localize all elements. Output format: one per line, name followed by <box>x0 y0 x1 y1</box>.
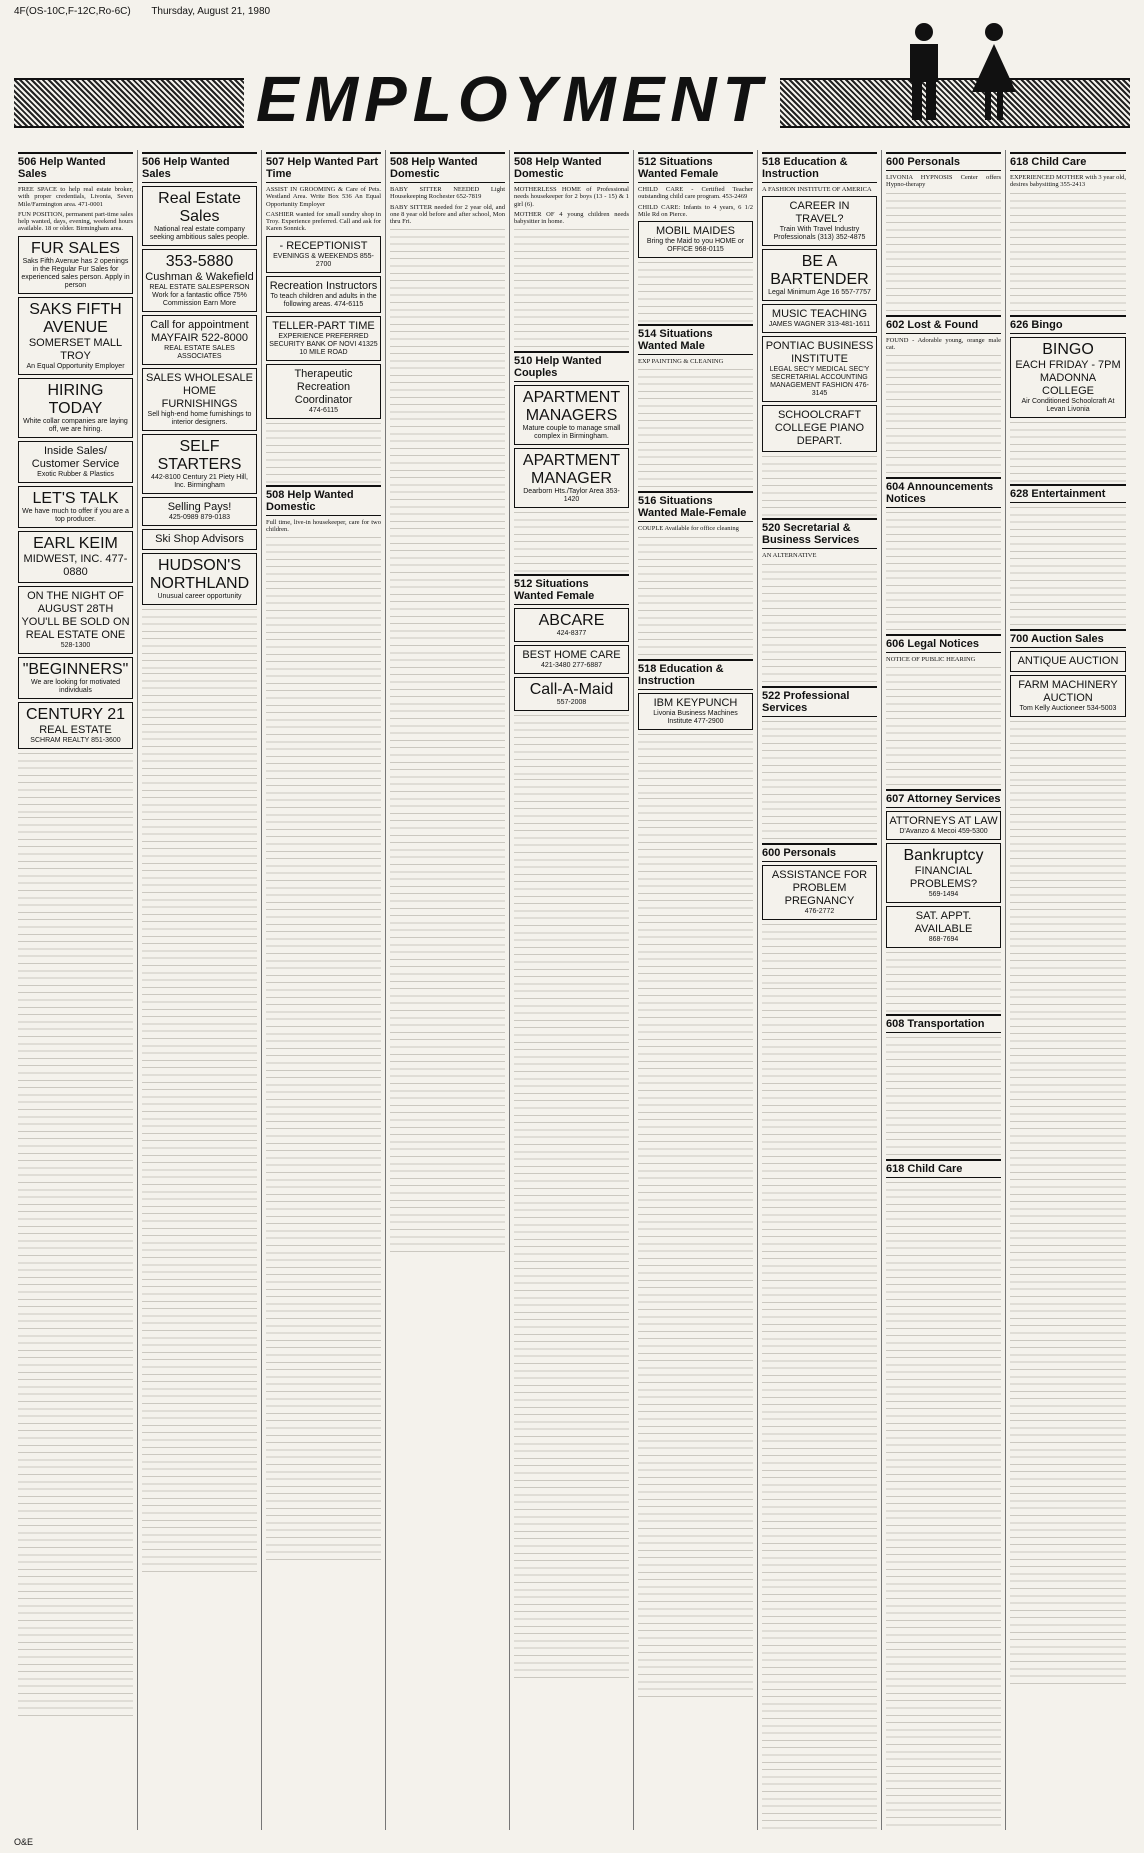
section-heading: 508 Help Wanted Domestic <box>266 485 381 516</box>
fine-print-lines <box>886 193 1001 313</box>
display-ad-small-text: 476-2772 <box>804 907 835 915</box>
section-banner <box>14 22 1130 135</box>
display-ad <box>1010 675 1126 717</box>
section-heading: 602 Lost & Found <box>886 315 1001 334</box>
classified-column <box>262 150 386 1830</box>
display-ad-med-text: FARM MACHINERY AUCTION <box>1018 678 1118 704</box>
section-heading: 600 Personals <box>886 152 1001 171</box>
display-ad-small-text: 557-2008 <box>556 699 587 707</box>
classified-column <box>510 150 634 1830</box>
display-ad-small-text: National real estate company seeking ambitious sales people. <box>149 226 250 241</box>
fine-print-lines <box>638 262 753 322</box>
fine-print-lines <box>18 817 133 1717</box>
fine-print-lines <box>514 715 629 775</box>
classified-ad: Full time, live-in housekeeper, care for two children. <box>266 518 381 534</box>
section-heading: 608 Transportation <box>886 1014 1001 1033</box>
display-ad <box>762 865 877 920</box>
classified-column <box>138 150 262 1830</box>
section-heading: 628 Entertainment <box>1010 484 1126 503</box>
section-heading: 522 Professional Services <box>762 686 877 717</box>
section-heading: 700 Auction Sales <box>1010 629 1126 648</box>
classified-column <box>386 150 510 1830</box>
display-ad-small-text: 442-8100 Century 21 Piety Hill, Inc. Birmingham <box>151 474 248 489</box>
display-ad-med-text: Therapeutic Recreation Coordinator <box>294 367 353 406</box>
display-ad-med-text: PONTIAC BUSINESS INSTITUTE <box>765 340 874 366</box>
display-ad <box>266 276 381 313</box>
section-heading: 618 Child Care <box>1010 152 1126 171</box>
display-ad <box>18 236 133 294</box>
display-ad-big-text: 353-5880 <box>165 253 234 270</box>
fine-print-lines <box>886 1037 1001 1157</box>
display-ad-small-text: 421-3480 277-6887 <box>540 662 603 670</box>
display-ad <box>142 368 257 431</box>
display-ad-med-text: SAT. APPT. AVAILABLE <box>914 910 973 936</box>
section-heading: 518 Education & Instruction <box>638 659 753 690</box>
fine-print-lines <box>1010 422 1126 482</box>
fine-print-lines <box>1010 721 1126 781</box>
fine-print-lines <box>18 753 133 813</box>
section-heading: 514 Situations Wanted Male <box>638 324 753 355</box>
woman-figure-icon <box>964 22 1024 122</box>
classified-ad: CHILD CARE - Certified Teacher outstanding child care program. 453-2469 <box>638 186 753 201</box>
display-ad-med-text: - RECEPTIONIST <box>279 239 368 252</box>
display-ad-big-text: EARL KEIM <box>33 534 118 552</box>
section-heading: 516 Situations Wanted Male-Female <box>638 491 753 522</box>
fine-print-lines <box>514 512 629 572</box>
section-heading: 604 Announcements Notices <box>886 477 1001 508</box>
display-ad <box>886 906 1001 948</box>
display-ad-small-text: EXPERIENCE PREFERRED SECURITY BANK OF NOVI 41325 10 MILE ROAD <box>269 332 378 356</box>
display-ad-med-text: SOMERSET MALL TROY <box>28 336 123 362</box>
classified-ad: LIVONIA HYPNOSIS Center offers Hypno-therapy <box>886 174 1001 189</box>
display-ad <box>762 336 877 402</box>
display-ad-small-text: To teach children and adults in the following areas. 474-6115 <box>270 292 377 308</box>
section-heading: 606 Legal Notices <box>886 634 1001 653</box>
display-ad-med-text: Ski Shop Advisors <box>155 533 244 545</box>
display-ad <box>514 645 629 674</box>
classified-column <box>758 150 882 1830</box>
display-ad-med-text: Recreation Instructors <box>269 279 378 292</box>
classified-ad: FOUND - Adorable young, orange male cat. <box>886 336 1001 351</box>
display-ad-small-text: LEGAL SEC'Y MEDICAL SEC'Y SECRETARIAL ACCOUNTING MANAGEMENT FASHION 476-3145 <box>769 366 870 398</box>
classified-ad: CHILD CARE: Infants to 4 years, 6 1/2 Mile Rd on Pierce. <box>638 203 753 218</box>
classified-ad: FUN POSITION, permanent part-time sales help wanted, days, evening, weekend hours available. 18 or older. Birmingham area. <box>18 210 133 233</box>
display-ad <box>514 385 629 445</box>
footer-mark: O&E <box>14 1837 34 1847</box>
fine-print-lines <box>142 673 257 1573</box>
display-ad <box>762 249 877 301</box>
display-ad <box>18 441 133 483</box>
classified-ad: EXP PAINTING & CLEANING <box>638 358 724 366</box>
classified-column <box>882 150 1006 1830</box>
man-figure-icon <box>894 22 954 122</box>
display-ad-med-text: CAREER IN TRAVEL? <box>789 200 850 226</box>
display-ad-med-text: TELLER-PART TIME <box>272 319 375 332</box>
display-ad-small-text: Legal Minimum Age 16 557-7757 <box>768 289 871 297</box>
display-ad <box>1010 651 1126 672</box>
fine-print-lines <box>142 609 257 669</box>
section-heading: 512 Situations Wanted Female <box>514 574 629 605</box>
display-ad <box>18 702 133 749</box>
display-ad-small-text: 868-7694 <box>928 936 959 944</box>
display-ad-big-text: ABCARE <box>538 612 605 630</box>
fine-print-lines <box>762 721 877 841</box>
display-ad-med-text: MIDWEST, INC. 477-0880 <box>23 552 128 578</box>
fine-print-lines <box>762 988 877 1830</box>
edition-code: 4F(OS-10C,F-12C,Ro-6C) <box>14 6 131 17</box>
display-ad-small-text: White collar companies are laying off, we are hiring. <box>23 417 128 433</box>
fine-print-lines <box>886 512 1001 632</box>
display-ad-small-text: REAL ESTATE SALES ASSOCIATES <box>164 345 235 360</box>
display-ad-big-text: LET'S TALK <box>32 489 119 507</box>
fine-print-lines <box>886 1306 1001 1830</box>
display-ad-big-text: BE A BARTENDER <box>770 253 869 289</box>
display-ad-med-text: ANTIQUE AUCTION <box>1017 654 1119 667</box>
classified-ad: FREE SPACE to help real estate broker, with proper credentials, Livonia, Seven Mile/Farmington area. 471-0001 <box>18 186 133 208</box>
display-ad-small-text: Mature couple to manage small complex in Birmingham. <box>522 425 621 441</box>
classified-ad: EXPERIENCED MOTHER with 3 year old, desires babysitting 355-2413 <box>1010 174 1126 189</box>
display-ad-big-text: HIRING TODAY <box>47 381 104 417</box>
display-ad-small-text: We have much to offer if you are a top producer. <box>22 507 129 523</box>
display-ad-big-text: CENTURY 21 <box>26 705 125 723</box>
fine-print-lines <box>886 355 1001 475</box>
classified-ad: CASHIER wanted for small sundry shop in Troy. Experience preferred. Call and ask for Karen Sonnick. <box>266 210 381 233</box>
display-ad-small-text: 474-6115 <box>308 406 339 414</box>
display-ad-med-text: Call for appointment MAYFAIR 522-8000 <box>150 319 249 344</box>
section-heading: 626 Bingo <box>1010 315 1126 334</box>
fine-print-lines <box>266 661 381 1561</box>
display-ad-med-text: MUSIC TEACHING <box>771 308 868 321</box>
classified-column <box>1006 150 1130 1830</box>
display-ad-small-text: Bring the Maid to you HOME or OFFICE 968-0115 <box>646 238 745 254</box>
display-ad-small-text: REAL ESTATE SALESPERSON Work for a fantastic office 75% Commission Earn More <box>149 284 250 307</box>
display-ad-med-text: EACH FRIDAY - 7PM MADONNA COLLEGE <box>1015 358 1121 397</box>
classified-ad: AN ALTERNATIVE <box>762 552 817 560</box>
classified-column <box>634 150 758 1830</box>
section-heading: 512 Situations Wanted Female <box>638 152 753 183</box>
display-ad-small-text: An Equal Opportunity Employer <box>26 362 125 370</box>
fine-print-lines <box>514 779 629 1679</box>
section-heading: 618 Child Care <box>886 1159 1001 1178</box>
display-ad <box>638 693 753 730</box>
classified-ad: A FASHION INSTITUTE OF AMERICA <box>762 186 872 193</box>
display-ad <box>18 657 133 699</box>
fine-print-lines <box>266 537 381 657</box>
display-ad <box>886 811 1001 840</box>
issue-date: Thursday, August 21, 1980 <box>151 6 271 17</box>
display-ad-small-text: EVENINGS & WEEKENDS 855-2700 <box>273 252 374 268</box>
banner-title: EMPLOYMENT <box>244 66 780 132</box>
display-ad-big-text: Bankruptcy <box>903 847 984 865</box>
fine-print-lines <box>638 798 753 1698</box>
display-ad-med-text: SALES WHOLESALE HOME FURNISHINGS <box>146 372 253 410</box>
classified-ad: BABY SITTER NEEDED Light Housekeeping Rochester 652-7819 <box>390 186 505 201</box>
display-ad-small-text: Exotic Rubber & Plastics <box>37 470 114 478</box>
classified-ad: COUPLE Available for office cleaning <box>638 525 739 533</box>
display-ad-med-text: Inside Sales/ Customer Service <box>31 444 120 470</box>
display-ad <box>18 531 133 583</box>
display-ad-med-text: MOBIL MAIDES <box>655 225 736 238</box>
display-ad-med-text: BEST HOME CARE <box>522 649 621 662</box>
display-ad <box>762 196 877 246</box>
fine-print-lines <box>886 952 1001 1012</box>
display-ad-small-text: 425-0989 879-0183 <box>168 514 231 521</box>
display-ad <box>142 434 257 494</box>
display-ad-med-text: IBM KEYPUNCH <box>653 696 738 709</box>
display-ad-big-text: APARTMENT MANAGERS <box>522 389 621 425</box>
display-ad-big-text: BINGO <box>1042 340 1094 358</box>
fine-print-lines <box>762 564 877 684</box>
section-heading: 510 Help Wanted Couples <box>514 351 629 382</box>
display-ad-small-text: Sell high-end home furnishings to interior designers. <box>147 411 252 426</box>
display-ad <box>142 529 257 550</box>
display-ad <box>18 486 133 528</box>
fine-print-lines <box>1010 507 1126 627</box>
display-ad <box>266 236 381 273</box>
display-ad <box>514 448 629 508</box>
section-heading: 607 Attorney Services <box>886 789 1001 808</box>
classified-columns <box>14 150 1130 1830</box>
fine-print-lines <box>638 369 753 489</box>
display-ad <box>886 843 1001 903</box>
display-ad <box>762 304 877 333</box>
display-ad <box>142 186 257 246</box>
fine-print-lines <box>390 353 505 1253</box>
fine-print-lines <box>762 924 877 984</box>
section-heading: 508 Help Wanted Domestic <box>390 152 505 183</box>
display-ad <box>762 405 877 452</box>
section-heading: 508 Help Wanted Domestic <box>514 152 629 183</box>
fine-print-lines <box>1010 193 1126 313</box>
display-ad-med-text: ASSISTANCE FOR PROBLEM PREGNANCY <box>771 868 868 907</box>
display-ad-small-text: Dearborn Hts./Taylor Area 353-1420 <box>523 488 620 504</box>
display-ad <box>142 249 257 312</box>
section-heading: 506 Help Wanted Sales <box>142 152 257 183</box>
display-ad-small-text: Saks Fifth Avenue has 2 openings in the Regular Fur Sales for experienced sales person. Apply in person <box>21 257 130 289</box>
display-ad-small-text: 569-1494 <box>928 891 959 899</box>
display-ad-med-text: FINANCIAL PROBLEMS? <box>909 865 978 891</box>
classified-ad: BABY SITTER needed for 2 year old, and one 8 year old before and after school, Mon thru Fri. <box>390 203 505 226</box>
fine-print-lines <box>762 456 877 516</box>
display-ad-small-text: Tom Kelly Auctioneer 534-5003 <box>1019 704 1117 712</box>
classified-ad: ASSIST IN GROOMING & Care of Pets. Westland Area. Write Box 536 An Equal Opportunity Employer <box>266 186 381 208</box>
section-heading: 600 Personals <box>762 843 877 862</box>
display-ad-small-text: Unusual career opportunity <box>157 593 242 600</box>
section-heading: 518 Education & Instruction <box>762 152 877 183</box>
display-ad-med-text: REAL ESTATE <box>39 723 112 736</box>
display-ad-big-text: SELF STARTERS <box>157 438 242 473</box>
fine-print-lines <box>390 229 505 349</box>
classified-ad: NOTICE OF PUBLIC HEARING <box>886 656 976 664</box>
display-ad-med-text: Cushman & Wakefield <box>145 271 254 283</box>
display-ad-big-text: SAKS FIFTH AVENUE <box>29 300 122 336</box>
fine-print-lines <box>638 734 753 794</box>
display-ad-big-text: APARTMENT MANAGER <box>522 452 621 488</box>
display-ad-small-text: Livonia Business Machines Institute 477-2900 <box>653 709 738 725</box>
fine-print-lines <box>514 229 629 349</box>
fine-print-lines <box>886 1182 1001 1302</box>
fine-print-lines <box>1010 785 1126 1685</box>
display-ad <box>18 586 133 654</box>
display-ad <box>18 297 133 375</box>
folio <box>14 6 288 17</box>
display-ad-small-text: D'Avanzo & Mecoi 459-5300 <box>899 828 988 836</box>
display-ad-small-text: Air Conditioned Schoolcraft At Levan Livonia <box>1021 397 1115 413</box>
fine-print-lines <box>266 423 381 483</box>
display-ad <box>638 221 753 258</box>
display-ad-med-text: ATTORNEYS AT LAW <box>889 815 998 828</box>
display-ad <box>142 497 257 526</box>
display-ad <box>266 316 381 361</box>
display-ad-small-text: SCHRAM REALTY 851-3600 <box>30 736 121 744</box>
display-ad-small-text: We are looking for motivated individuals <box>31 678 120 694</box>
display-ad-small-text: JAMES WAGNER 313-481-1611 <box>768 321 871 329</box>
display-ad-big-text: Real Estate Sales <box>158 190 241 225</box>
section-heading: 506 Help Wanted Sales <box>18 152 133 183</box>
display-ad-small-text: Train With Travel Industry Professionals (313) 352-4875 <box>773 226 866 242</box>
display-ad-small-text: 528-1300 <box>60 641 91 649</box>
display-ad-big-text: Call-A-Maid <box>529 681 614 699</box>
display-ad-med-text: ON THE NIGHT OF AUGUST 28TH YOU'LL BE SOLD ON REAL ESTATE ONE <box>21 589 130 641</box>
section-heading: 507 Help Wanted Part Time <box>266 152 381 183</box>
classified-column <box>14 150 138 1830</box>
display-ad <box>142 553 257 605</box>
classified-ad: MOTHER OF 4 young children needs babysitter in home. <box>514 210 629 226</box>
display-ad-med-text: SCHOOLCRAFT COLLEGE PIANO DEPART. <box>774 409 865 448</box>
display-ad-med-text: Selling Pays! <box>167 501 232 513</box>
classified-ad: MOTHERLESS HOME of Professional needs housekeeper for 2 boys (13 - 15) & 1 girl (6). <box>514 186 629 208</box>
display-ad <box>1010 337 1126 418</box>
display-ad-big-text: FUR SALES <box>31 239 120 257</box>
display-ad-big-text: HUDSON'S NORTHLAND <box>149 557 250 592</box>
fine-print-lines <box>638 537 753 657</box>
display-ad <box>266 364 381 419</box>
display-ad-big-text: "BEGINNERS" <box>22 660 129 678</box>
display-ad <box>142 315 257 365</box>
fine-print-lines <box>886 667 1001 787</box>
display-ad <box>514 608 629 642</box>
section-heading: 520 Secretarial & Business Services <box>762 518 877 549</box>
display-ad <box>514 677 629 711</box>
display-ad <box>18 378 133 438</box>
display-ad-small-text: 424-8377 <box>556 630 587 638</box>
